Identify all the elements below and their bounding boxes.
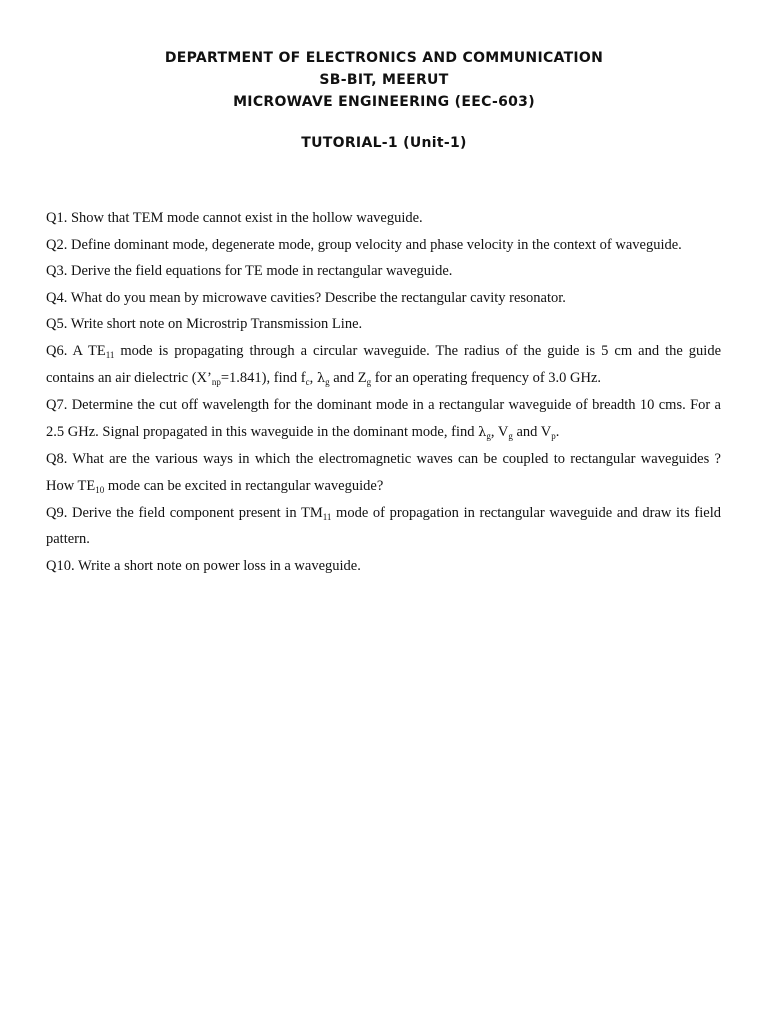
department-title: DEPARTMENT OF ELECTRONICS AND COMMUNICATION: [164, 50, 604, 66]
institute-title: SB-BIT, MEERUT: [319, 72, 449, 88]
subscript: 10: [95, 484, 105, 495]
subscript: g: [366, 376, 372, 387]
question-10: Q10. Write a short note on power loss in a waveguide.: [46, 557, 361, 574]
question-4: Q4. What do you mean by microwave cavities? Describe the rectangular cavity resonator.: [46, 289, 566, 306]
question-8: [46, 446, 721, 499]
document-header: [0, 47, 768, 154]
question-6-text: =1.841), find f: [220, 369, 306, 386]
question-7-text: Q7. Determine the cut off wavelength for the dominant mode in a rectangular waveguide of breadth 10 cms. For a 2.5 GHz. Signal propagated in this waveguide in the dominant mode, find: [46, 397, 721, 440]
question-6: [46, 338, 721, 392]
question-7-text: , V: [490, 423, 509, 440]
course-title: MICROWAVE ENGINEERING (EEC-603): [233, 94, 535, 110]
question-9-text: Q9. Derive the field component present in TM: [46, 504, 323, 521]
subscript: 11: [322, 511, 332, 522]
subscript: p: [551, 430, 556, 441]
question-6-text: and Z: [329, 369, 367, 386]
question-1: Q1. Show that TEM mode cannot exist in the hollow waveguide.: [46, 210, 423, 226]
subscript: g: [486, 430, 491, 441]
question-9-text: mode of propagation in rectangular waveguide and draw its field pattern.: [46, 504, 721, 548]
subscript: g: [325, 376, 330, 387]
question-6-text: Q6. A TE: [46, 342, 106, 359]
question-7: [46, 392, 721, 446]
question-8-text: Q8. What are the various ways in which the electromagnetic waves can be coupled to rectangular waveguides ? How TE: [46, 451, 721, 494]
subscript: np: [211, 376, 221, 387]
tutorial-title: TUTORIAL-1 (Unit-1): [301, 135, 467, 151]
lambda-symbol: λ: [478, 424, 487, 440]
subscript: g: [508, 430, 513, 441]
question-6-text: for an operating frequency of 3.0 GHz.: [371, 369, 602, 386]
question-9: [46, 500, 721, 553]
question-8-text: mode can be excited in rectangular waveguide?: [104, 477, 384, 494]
subscript: 11: [105, 349, 115, 360]
question-2: Q2. Define dominant mode, degenerate mode, group velocity and phase velocity in the context of waveguide.: [46, 236, 682, 253]
subscript: c: [305, 376, 310, 387]
lambda-symbol: λ: [316, 370, 326, 386]
question-7-text: and V: [512, 423, 552, 440]
question-6-text: ,: [309, 369, 317, 386]
question-list: [46, 205, 721, 579]
question-3: Q3. Derive the field equations for TE mode in rectangular waveguide.: [46, 263, 453, 280]
question-6-text: mode is propagating through a circular waveguide. The radius of the guide is 5 cm and the guide contains an air dielectric (X’: [46, 342, 722, 386]
question-7-text: .: [555, 423, 560, 440]
question-5: Q5. Write short note on Microstrip Transmission Line.: [46, 316, 363, 333]
